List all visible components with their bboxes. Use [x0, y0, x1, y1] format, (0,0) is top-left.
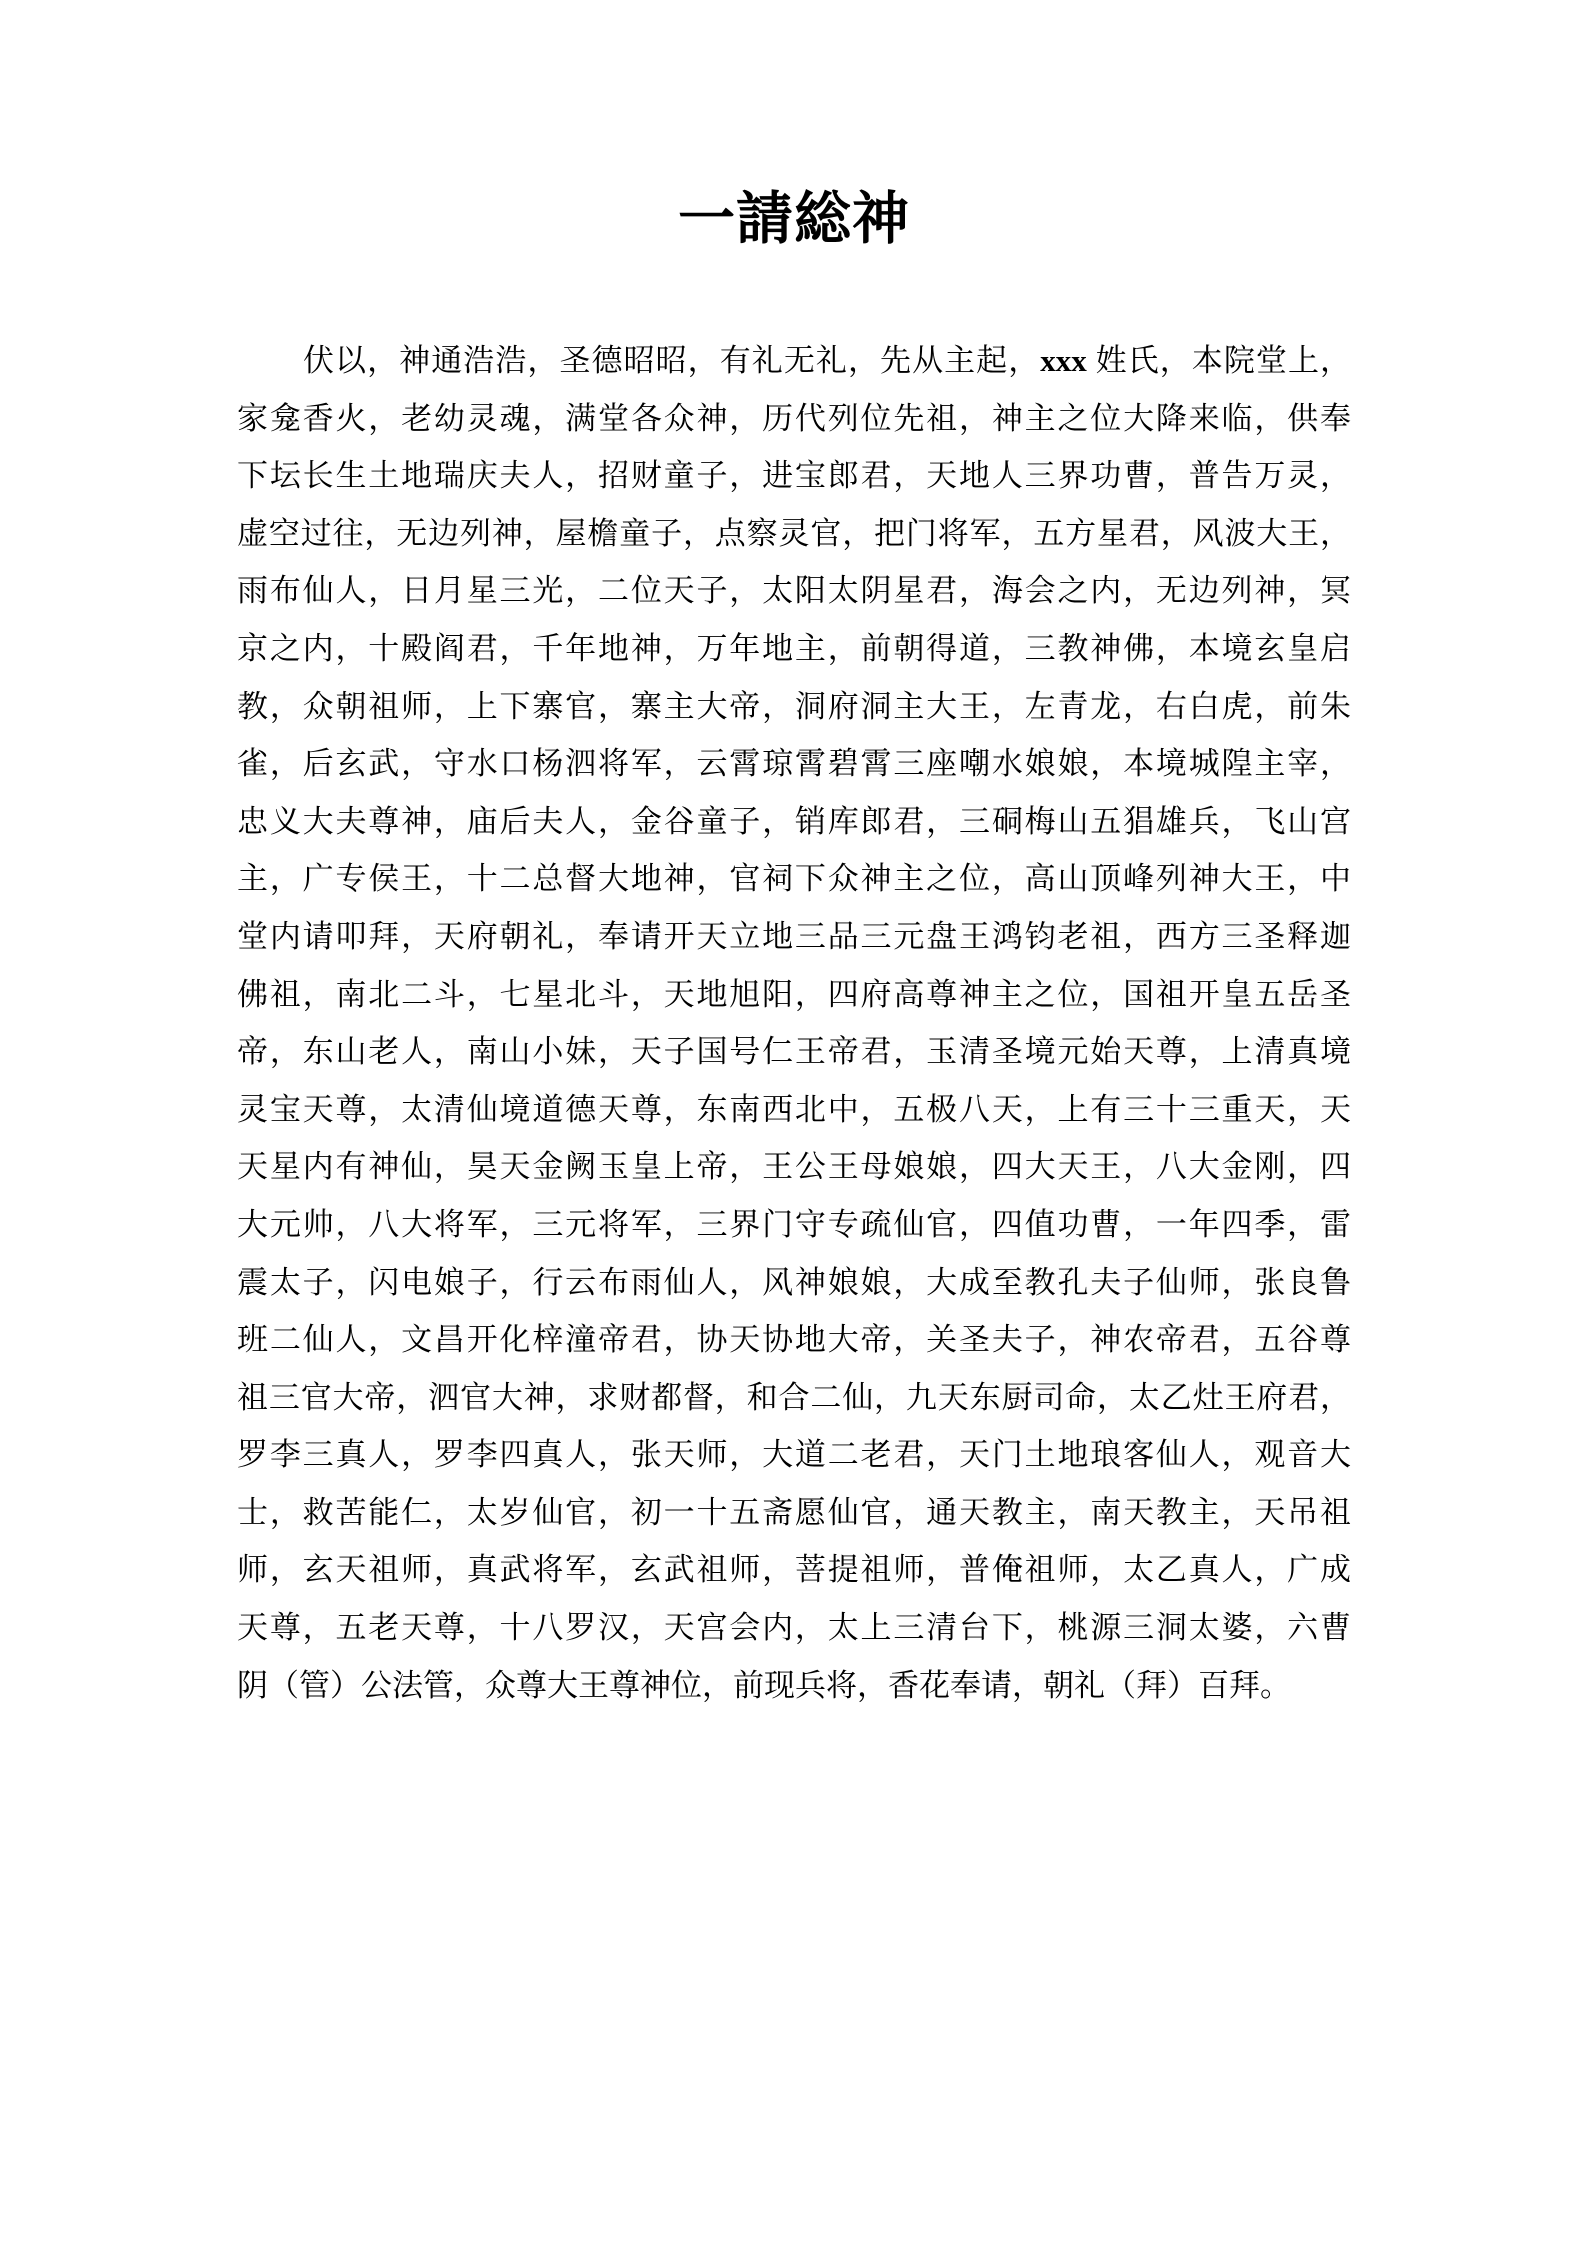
paragraph-line: 堂内请叩拜，天府朝礼，奉请开天立地三品三元盘王鸿钧老祖，西方三圣释迦 — [237, 918, 1351, 954]
paragraph-line: 师，玄天祖师，真武将军，玄武祖师，菩提祖师，普俺祖师，太乙真人，广成 — [237, 1552, 1351, 1588]
paragraph-line: 灵宝天尊，太清仙境道德天尊，东南西北中，五极八天，上有三十三重天，天 — [237, 1091, 1351, 1127]
document-title: 一請総神 — [678, 188, 910, 251]
paragraph-line: 伏以，神通浩浩，圣德昭昭，有礼无礼，先从主起，xxx 姓氏，本院堂上， — [303, 343, 1351, 378]
paragraph-line: 主，广专侯王，十二总督大地神，官祠下众神主之位，高山顶峰列神大王，中 — [237, 861, 1351, 897]
paragraph-line: 大元帅，八大将军，三元将军，三界门守专疏仙官，四值功曹，一年四季，雷 — [237, 1206, 1351, 1242]
paragraph-line: 帝，东山老人，南山小妹，天子国号仁王帝君，玉清圣境元始天尊，上清真境 — [237, 1034, 1351, 1070]
paragraph-line: 雨布仙人，日月星三光，二位天子，太阳太阴星君，海会之内，无边列神，冥 — [237, 573, 1351, 609]
paragraph-line: 虚空过往，无边列神，屋檐童子，点察灵官，把门将军，五方星君，风波大王， — [237, 515, 1351, 551]
paragraph-line: 天尊，五老天尊，十八罗汉，天宫会内，太上三清台下，桃源三洞太婆，六曹 — [237, 1610, 1351, 1646]
paragraph-line: 震太子，闪电娘子，行云布雨仙人，风神娘娘，大成至教孔夫子仙师，张良鲁 — [237, 1264, 1351, 1300]
paragraph-line: 天星内有神仙，昊天金阙玉皇上帝，王公王母娘娘，四大天王，八大金刚，四 — [237, 1149, 1351, 1185]
paragraph-line: 罗李三真人，罗李四真人，张天师，大道二老君，天门土地琅客仙人，观音大 — [237, 1437, 1351, 1473]
paragraph-line: 家龛香火，老幼灵魂，满堂各众神，历代列位先祖，神主之位大降来临，供奉 — [237, 400, 1351, 436]
paragraph-line: 雀，后玄武，守水口杨泗将军，云霄琼霄碧霄三座嘲水娘娘，本境城隍主宰， — [237, 746, 1351, 782]
paragraph-line: 士，救苦能仁，太岁仙官，初一十五斋愿仙官，通天教主，南天教主，天吊祖 — [237, 1494, 1351, 1530]
document-paragraph — [237, 332, 1351, 1714]
paragraph-line: 阴（管）公法管，众尊大王尊神位，前现兵将，香花奉请，朝礼（拜）百拜。 — [237, 1667, 1291, 1703]
paragraph-line: 下坛长生土地瑞庆夫人，招财童子，进宝郎君，天地人三界功曹，普告万灵， — [237, 458, 1351, 494]
paragraph-line: 祖三官大帝，泗官大神，求财都督，和合二仙，九天东厨司命，太乙灶王府君， — [237, 1379, 1351, 1415]
paragraph-line: 忠义大夫尊神，庙后夫人，金谷童子，销库郎君，三硐梅山五猖雄兵，飞山宫 — [237, 803, 1351, 839]
paragraph-line: 京之内，十殿阎君，千年地神，万年地主，前朝得道，三教神佛，本境玄皇启 — [237, 630, 1351, 666]
paragraph-line: 教，众朝祖师，上下寨官，寨主大帝，洞府洞主大王，左青龙，右白虎，前朱 — [237, 688, 1351, 724]
paragraph-line: 班二仙人，文昌开化梓潼帝君，协天协地大帝，关圣夫子，神农帝君，五谷尊 — [237, 1322, 1351, 1358]
paragraph-line: 佛祖，南北二斗，七星北斗，天地旭阳，四府高尊神主之位，国祖开皇五岳圣 — [237, 976, 1351, 1012]
